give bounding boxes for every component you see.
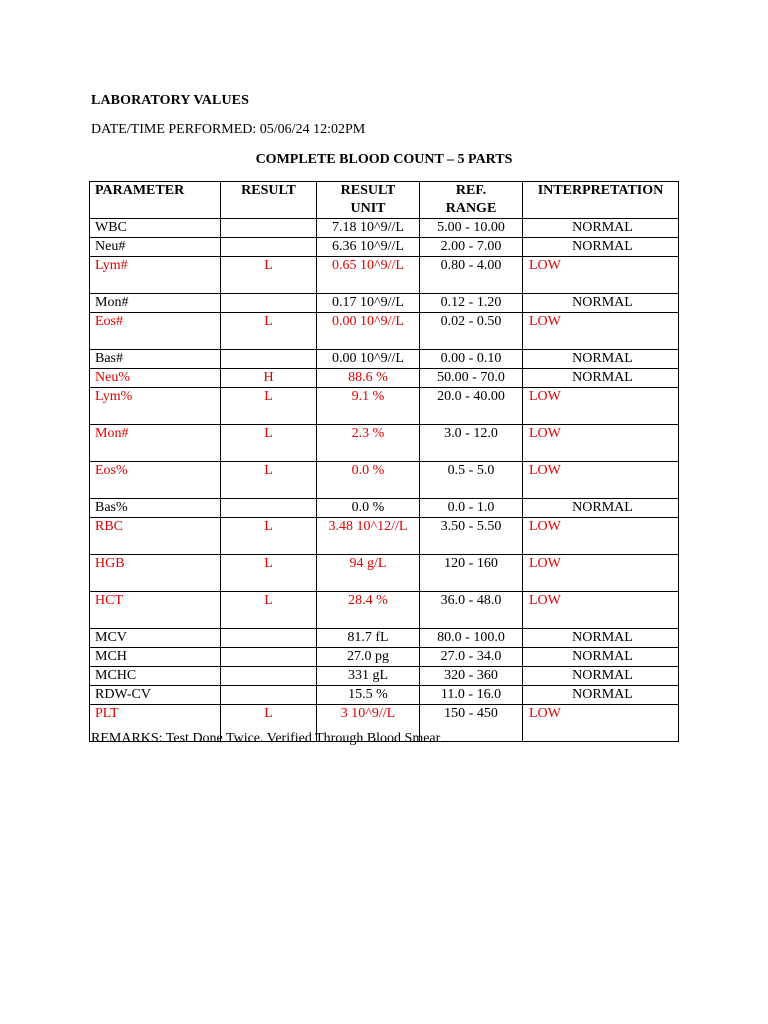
table-row [90,388,679,425]
row-flag [221,648,317,667]
row-interpretation: LOW [523,592,679,629]
table-row [90,369,679,388]
row-parameter: MCHC [90,667,221,686]
row-value: 27.0 pg [317,648,420,667]
header-result: RESULT [221,182,317,219]
row-range: 0.5 - 5.0 [420,462,523,499]
row-parameter: Neu# [90,238,221,257]
row-range: 27.0 - 34.0 [420,648,523,667]
row-interpretation: NORMAL [523,686,679,705]
row-interpretation: LOW [523,518,679,555]
row-range: 0.0 - 1.0 [420,499,523,518]
row-flag [221,499,317,518]
table-row [90,667,679,686]
row-range: 150 - 450 [420,705,523,742]
row-flag [221,350,317,369]
table-row [90,592,679,629]
row-interpretation: LOW [523,388,679,425]
table-title: COMPLETE BLOOD COUNT – 5 PARTS [255,152,513,167]
row-range: 0.00 - 0.10 [420,350,523,369]
row-flag: L [221,313,317,350]
row-range: 36.0 - 48.0 [420,592,523,629]
header-interpretation: INTERPRETATION [523,182,679,219]
row-flag [221,629,317,648]
row-flag: L [221,705,317,742]
row-value: 9.1 % [317,388,420,425]
table-row [90,555,679,592]
table-row [90,350,679,369]
table-row [90,499,679,518]
header-ref-range-line1: REF. [455,183,487,198]
table-row [90,313,679,350]
row-value: 0.17 10^9//L [317,294,420,313]
table-row [90,294,679,313]
table-row [90,238,679,257]
row-value: 88.6 % [317,369,420,388]
row-value: 0.00 10^9//L [317,313,420,350]
row-range: 11.0 - 16.0 [420,686,523,705]
row-range: 0.02 - 0.50 [420,313,523,350]
row-parameter: Lym% [90,388,221,425]
header-ref-range-line2: RANGE [445,201,497,216]
row-value: 15.5 % [317,686,420,705]
header-parameter: PARAMETER [90,182,221,219]
row-flag [221,219,317,238]
table-row [90,648,679,667]
row-interpretation: NORMAL [523,238,679,257]
row-parameter: MCV [90,629,221,648]
row-range: 80.0 - 100.0 [420,629,523,648]
row-flag: L [221,462,317,499]
row-interpretation: LOW [523,705,679,742]
row-parameter: Bas% [90,499,221,518]
row-range: 0.12 - 1.20 [420,294,523,313]
row-interpretation: NORMAL [523,629,679,648]
row-flag: L [221,518,317,555]
row-interpretation: LOW [523,555,679,592]
row-parameter: HGB [90,555,221,592]
row-interpretation: LOW [523,313,679,350]
row-interpretation: LOW [523,462,679,499]
row-interpretation: NORMAL [523,667,679,686]
row-interpretation: LOW [523,257,679,294]
row-parameter: Lym# [90,257,221,294]
row-flag: L [221,425,317,462]
row-interpretation: NORMAL [523,369,679,388]
row-range: 20.0 - 40.00 [420,388,523,425]
row-value: 6.36 10^9//L [317,238,420,257]
row-flag [221,686,317,705]
table-row [90,257,679,294]
table-row [90,629,679,648]
row-parameter: HCT [90,592,221,629]
row-parameter: RDW-CV [90,686,221,705]
row-parameter: PLT [90,705,221,742]
row-interpretation: NORMAL [523,350,679,369]
row-interpretation: NORMAL [523,219,679,238]
row-parameter: Eos% [90,462,221,499]
row-value: 3 10^9//L [317,705,420,742]
table-header-row [90,182,679,219]
row-value: 2.3 % [317,425,420,462]
row-parameter: Neu% [90,369,221,388]
row-value: 3.48 10^12//L [317,518,420,555]
row-flag [221,238,317,257]
row-range: 50.00 - 70.0 [420,369,523,388]
row-range: 5.00 - 10.00 [420,219,523,238]
row-flag: L [221,555,317,592]
row-parameter: RBC [90,518,221,555]
header-result-unit-line2: UNIT [350,201,386,216]
header-ref-range [420,182,523,219]
row-range: 3.0 - 12.0 [420,425,523,462]
row-range: 0.80 - 4.00 [420,257,523,294]
row-value: 81.7 fL [317,629,420,648]
header-result-unit-line1: RESULT [340,183,396,198]
row-range: 3.50 - 5.50 [420,518,523,555]
row-value: 94 g/L [317,555,420,592]
cbc-results-table [89,181,679,742]
row-range: 320 - 360 [420,667,523,686]
row-value: 0.0 % [317,462,420,499]
row-value: 0.65 10^9//L [317,257,420,294]
row-parameter: MCH [90,648,221,667]
row-range: 2.00 - 7.00 [420,238,523,257]
row-interpretation: NORMAL [523,294,679,313]
date-time-performed: DATE/TIME PERFORMED: 05/06/24 12:02PM [91,122,366,137]
row-value: 7.18 10^9//L [317,219,420,238]
row-flag: L [221,257,317,294]
row-parameter: Eos# [90,313,221,350]
row-flag [221,294,317,313]
row-value: 331 gL [317,667,420,686]
row-parameter: WBC [90,219,221,238]
row-flag [221,667,317,686]
row-parameter: Mon# [90,294,221,313]
row-parameter: Bas# [90,350,221,369]
row-flag: H [221,369,317,388]
row-value: 28.4 % [317,592,420,629]
row-interpretation: LOW [523,425,679,462]
row-parameter: Mon# [90,425,221,462]
table-row [90,219,679,238]
row-interpretation: NORMAL [523,499,679,518]
table-row [90,462,679,499]
header-result-unit [317,182,420,219]
table-row [90,686,679,705]
row-flag: L [221,592,317,629]
row-flag: L [221,388,317,425]
report-heading: LABORATORY VALUES [91,93,249,108]
table-row [90,425,679,462]
row-value: 0.00 10^9//L [317,350,420,369]
table-row [90,518,679,555]
row-value: 0.0 % [317,499,420,518]
row-range: 120 - 160 [420,555,523,592]
remarks-text: REMARKS: Test Done Twice. Verified Through Blood Smear [91,731,441,746]
row-interpretation: NORMAL [523,648,679,667]
